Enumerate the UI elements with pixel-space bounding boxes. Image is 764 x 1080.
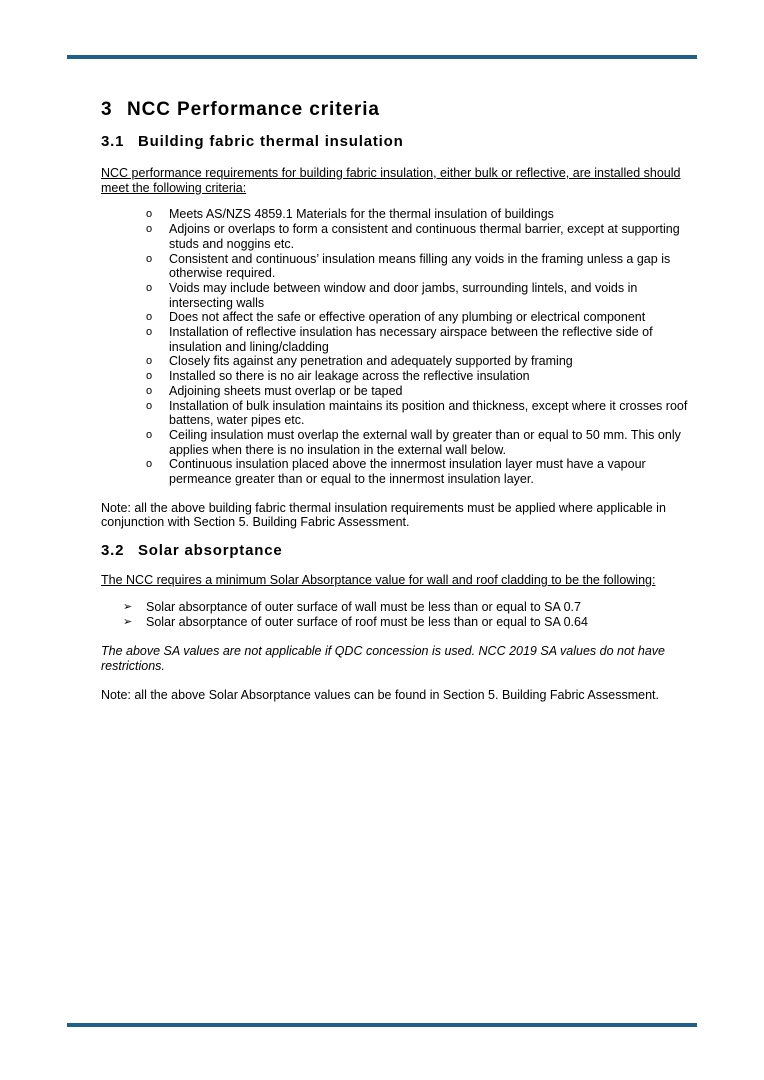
list-item-text: Ceiling insulation must overlap the external wall by greater than or equal to 50 mm. This only applies when there is no insulation in the external wall below.	[169, 427, 681, 457]
list-item	[101, 369, 701, 384]
list-item-text: Adjoins or overlaps to form a consistent and continuous thermal barrier, except at supporting studs and noggins etc.	[169, 222, 680, 251]
list-item	[101, 281, 701, 310]
list-bullet-icon: ➢	[123, 615, 133, 628]
list-bullet-icon: o	[146, 384, 153, 397]
list-item	[101, 207, 701, 222]
section-3-heading	[101, 96, 701, 124]
list-item	[101, 615, 701, 630]
section-3-1-number: 3.1	[101, 133, 125, 150]
list-bullet-icon: o	[146, 281, 153, 294]
solar-italic-note: The above SA values are not applicable if QDC concession is used. NCC 2019 SA values do not have restrictions.	[101, 643, 665, 673]
list-item-text: Installation of bulk insulation maintains its position and thickness, except where it crosses roof battens, water pipes etc.	[169, 398, 688, 428]
list-bullet-icon: o	[146, 252, 153, 265]
list-item	[101, 354, 701, 369]
list-item	[101, 252, 701, 281]
section-3-1-heading	[101, 131, 701, 153]
list-bullet-icon: o	[146, 311, 153, 324]
section-3-2-title: Solar absorptance	[138, 542, 283, 560]
list-bullet-icon: ➢	[123, 600, 133, 613]
list-item-text: Consistent and continuous’ insulation means filling any voids in the framing unless a gap is otherwise required.	[169, 251, 671, 281]
list-item	[101, 428, 701, 457]
page-content	[101, 96, 701, 703]
list-item	[101, 384, 701, 399]
insulation-note: Note: all the above building fabric thermal insulation requirements must be applied where applicable in conjunction with Section 5. Building Fabric Assessment.	[101, 500, 666, 530]
list-bullet-icon: o	[146, 399, 153, 412]
solar-note: Note: all the above Solar Absorptance values can be found in Section 5. Building Fabric Assessment.	[101, 688, 659, 703]
list-bullet-icon: o	[146, 428, 153, 441]
list-bullet-icon: o	[146, 458, 153, 471]
list-item-text: Solar absorptance of outer surface of roof must be less than or equal to SA 0.64	[146, 614, 588, 629]
list-item	[101, 399, 701, 428]
footer-rule	[67, 1023, 697, 1027]
list-item-text: Solar absorptance of outer surface of wall must be less than or equal to SA 0.7	[146, 599, 581, 614]
section-3-title: NCC Performance criteria	[127, 99, 380, 120]
list-item-text: Closely fits against any penetration and adequately supported by framing	[169, 354, 573, 369]
list-bullet-icon: o	[146, 208, 153, 221]
list-item-text: Adjoining sheets must overlap or be taped	[169, 383, 403, 398]
section-3-2-number: 3.2	[101, 542, 125, 560]
list-item-text: Installed so there is no air leakage across the reflective insulation	[169, 369, 530, 384]
header-rule	[67, 55, 697, 59]
list-item-text: Meets AS/NZS 4859.1 Materials for the thermal insulation of buildings	[169, 207, 554, 222]
section-3-1-title: Building fabric thermal insulation	[138, 133, 404, 150]
solar-absorptance-list	[101, 600, 701, 630]
list-item-text: Voids may include between window and door jambs, surrounding lintels, and voids in intersecting walls	[169, 280, 638, 310]
list-item	[101, 325, 701, 354]
section-3-2-heading	[101, 540, 701, 562]
list-item	[101, 600, 701, 615]
list-bullet-icon: o	[146, 223, 153, 236]
list-item-text: Installation of reflective insulation has necessary airspace between the reflective side of insulation and lining/cladding	[169, 325, 653, 354]
list-bullet-icon: o	[146, 355, 153, 368]
list-bullet-icon: o	[146, 326, 153, 339]
insulation-intro: NCC performance requirements for building fabric insulation, either bulk or reflective, are installed should meet the following criteria:	[101, 166, 681, 195]
list-item	[101, 457, 701, 486]
list-item-text: Does not affect the safe or effective operation of any plumbing or electrical component	[169, 310, 646, 325]
list-item	[101, 222, 701, 251]
section-3-number: 3	[101, 99, 113, 120]
list-item-text: Continuous insulation placed above the innermost insulation layer must have a vapour permeance greater than or equal to the innermost insulation layer.	[169, 457, 646, 487]
insulation-criteria-list	[101, 207, 701, 486]
list-bullet-icon: o	[146, 370, 153, 383]
solar-intro: The NCC requires a minimum Solar Absorptance value for wall and roof cladding to be the following:	[101, 573, 656, 588]
list-item	[101, 310, 701, 325]
